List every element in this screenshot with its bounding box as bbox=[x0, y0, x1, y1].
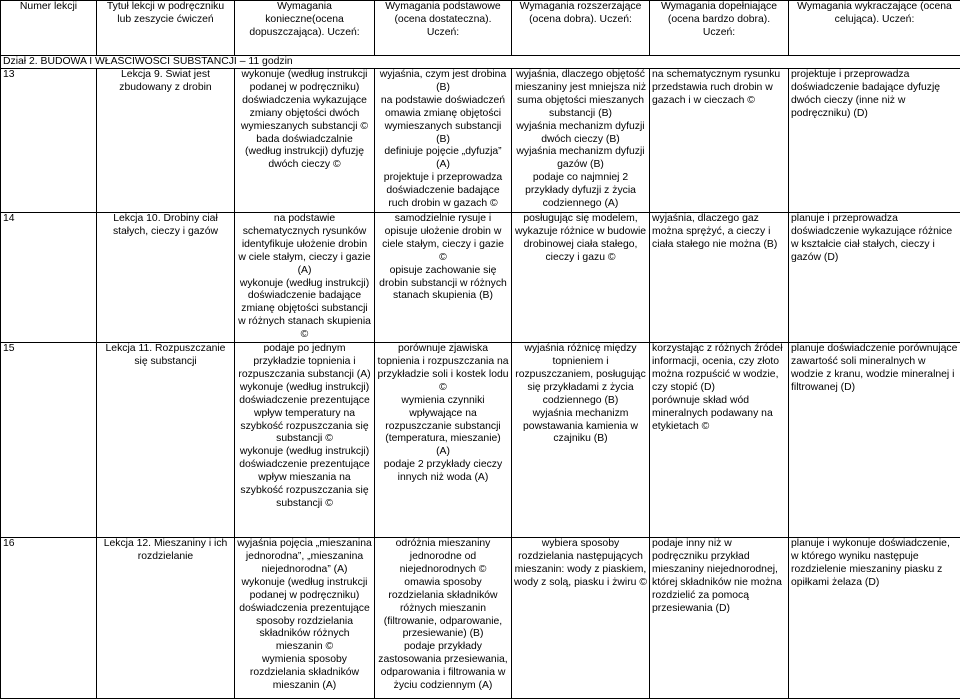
requirement-item: wyjaśnia, dlaczego gaz można sprężyć, a cieczy i ciała stałego nie można (B) bbox=[652, 213, 786, 252]
header-complementary: Wymagania dopełniające (ocena bardzo dobra). Uczeń: bbox=[650, 1, 789, 56]
extended-cell bbox=[512, 538, 650, 699]
table-row bbox=[1, 213, 960, 343]
requirement-item: projektuje i przeprowadza doświadczenie badające ruch drobin w gazach © bbox=[377, 172, 509, 211]
requirement-item: na podstawie doświadczeń omawia zmianę objętości wymieszanych substancji (B) bbox=[377, 95, 509, 147]
complementary-cell bbox=[650, 538, 789, 699]
requirement-item: wymienia czynniki wpływające na rozpuszczanie substancji (temperatura, mieszanie) (A) bbox=[377, 395, 509, 460]
required-cell bbox=[235, 69, 375, 213]
required-cell bbox=[235, 343, 375, 538]
header-row bbox=[1, 1, 960, 56]
header-basic: Wymagania podstawowe (ocena dostateczna). Uczeń: bbox=[375, 1, 512, 56]
header-lesson-number: Numer lekcji bbox=[1, 1, 97, 56]
required-cell bbox=[235, 538, 375, 699]
table-row bbox=[1, 343, 960, 538]
complementary-cell bbox=[650, 69, 789, 213]
table-row bbox=[1, 69, 960, 213]
requirement-item: bada doświadczalnie (według instrukcji) dyfuzję dwóch cieczy © bbox=[237, 134, 372, 173]
requirement-item: planuje i przeprowadza doświadczenie wykazujące różnice w kształcie ciał stałych, cieczy i gazów (D) bbox=[791, 213, 958, 265]
requirement-item: wyjaśnia mechanizm powstawania kamienia w czajniku (B) bbox=[514, 408, 647, 447]
requirement-item: wykonuje (według instrukcji podanej w podręczniku) doświadczenia wykazujące zmiany objętości dwóch wymieszanych substancji © bbox=[237, 69, 372, 134]
requirement-item: planuje i wykonuje doświadczenie, w którego wyniku następuje rozdzielenie mieszaniny piasku z opiłkami żelaza (D) bbox=[791, 538, 958, 590]
requirement-item: planuje doświadczenie porównujące zawartość soli mineralnych w wodzie z kranu, wodzie mineralnej i filtrowanej (D) bbox=[791, 343, 958, 395]
requirement-item: odróżnia mieszaniny jednorodne od niejednorodnych © bbox=[377, 538, 509, 577]
requirement-item: podaje 2 przykłady cieczy innych niż woda (A) bbox=[377, 459, 509, 485]
requirement-item: podaje po jednym przykładzie topnienia i rozpuszczania substancji (A) bbox=[237, 343, 372, 382]
header-extended: Wymagania rozszerzające (ocena dobra). Uczeń: bbox=[512, 1, 650, 56]
requirement-item: wyjaśnia mechanizm dyfuzji dwóch cieczy (B) bbox=[514, 121, 647, 147]
requirement-item: definiuje pojęcie „dyfuzja” (A) bbox=[377, 146, 509, 172]
lesson-number: 14 bbox=[1, 213, 97, 343]
requirement-item: porównuje zjawiska topnienia i rozpuszczania na przykładzie soli i kostek lodu © bbox=[377, 343, 509, 395]
exceeding-cell bbox=[789, 69, 960, 213]
lesson-title: Lekcja 9. Świat jest zbudowany z drobin bbox=[97, 69, 235, 213]
requirement-item: wyjaśnia mechanizm dyfuzji gazów (B) bbox=[514, 146, 647, 172]
complementary-cell bbox=[650, 343, 789, 538]
requirement-item: podaje przykłady zastosowania przesiewania, odparowania i filtrowania w życiu codziennym (A) bbox=[377, 641, 509, 693]
requirement-item: wykonuje (według instrukcji podanej w podręczniku) doświadczenia prezentujące sposoby rozdzielania składników różnych mieszanin © bbox=[237, 577, 372, 654]
lesson-title: Lekcja 10. Drobiny ciał stałych, cieczy i gazów bbox=[97, 213, 235, 343]
lesson-title: Lekcja 12. Mieszaniny i ich rozdzielanie bbox=[97, 538, 235, 699]
requirement-item: wymienia sposoby rozdzielania składników mieszanin (A) bbox=[237, 654, 372, 693]
requirement-item: wyjaśnia pojęcia „mieszanina jednorodna”, „mieszanina niejednorodna” (A) bbox=[237, 538, 372, 577]
section-row bbox=[1, 56, 960, 69]
exceeding-cell bbox=[789, 213, 960, 343]
extended-cell bbox=[512, 343, 650, 538]
requirement-item: na podstawie schematycznych rysunków identyfikuje ułożenie drobin w ciele stałym, cieczy i gazie (A) bbox=[237, 213, 372, 278]
requirement-item: posługując się modelem, wykazuje różnice w budowie drobinowej ciała stałego, cieczy i gazu © bbox=[514, 213, 647, 265]
lesson-number: 15 bbox=[1, 343, 97, 538]
extended-cell bbox=[512, 213, 650, 343]
basic-cell bbox=[375, 538, 512, 699]
requirement-item: projektuje i przeprowadza doświadczenie badające dyfuzję dwóch cieczy (inne niż w podręczniku) (D) bbox=[791, 69, 958, 121]
header-lesson-title: Tytuł lekcji w podręczniku lub zeszycie ćwiczeń bbox=[97, 1, 235, 56]
requirement-item: wykonuje (według instrukcji) doświadczenie prezentujące wpływ mieszania na szybkość rozpuszczania się substancji © bbox=[237, 446, 372, 511]
requirement-item: na schematycznym rysunku przedstawia ruch drobin w gazach i w cieczach © bbox=[652, 69, 786, 108]
requirement-item: podaje inny niż w podręczniku przykład mieszaniny niejednorodnej, której składników nie można rozdzielić za pomocą przesiewania (D) bbox=[652, 538, 786, 615]
exceeding-cell bbox=[789, 343, 960, 538]
requirement-item: wykonuje (według instrukcji) doświadczenie badające zmianę objętości substancji w różnych stanach skupienia © bbox=[237, 278, 372, 343]
section-title: Dział 2. BUDOWA I WŁAŚCIWOŚCI SUBSTANCJI – 11 godzin bbox=[1, 56, 960, 69]
basic-cell bbox=[375, 69, 512, 213]
extended-cell bbox=[512, 69, 650, 213]
header-required: Wymagania konieczne(ocena dopuszczająca). Uczeń: bbox=[235, 1, 375, 56]
lesson-number: 13 bbox=[1, 69, 97, 213]
table-row bbox=[1, 538, 960, 699]
requirement-item: korzystając z różnych źródeł informacji, ocenia, czy złoto można rozpuścić w wodzie, czy stopić (D) bbox=[652, 343, 786, 395]
basic-cell bbox=[375, 343, 512, 538]
lesson-title: Lekcja 11. Rozpuszczanie się substancji bbox=[97, 343, 235, 538]
requirement-item: wyjaśnia różnicę między topnieniem i rozpuszczaniem, posługując się przykładami z życia codziennego (B) bbox=[514, 343, 647, 408]
requirement-item: wyjaśnia, czym jest drobina (B) bbox=[377, 69, 509, 95]
requirement-item: wyjaśnia, dlaczego objętość mieszaniny jest mniejsza niż suma objętości mieszanych substancji (B) bbox=[514, 69, 647, 121]
basic-cell bbox=[375, 213, 512, 343]
requirement-item: omawia sposoby rozdzielania składników różnych mieszanin (filtrowanie, odparowanie, przesiewanie) (B) bbox=[377, 577, 509, 642]
requirement-item: samodzielnie rysuje i opisuje ułożenie drobin w ciele stałym, cieczy i gazie © bbox=[377, 213, 509, 265]
exceeding-cell bbox=[789, 538, 960, 699]
requirement-item: opisuje zachowanie się drobin substancji w różnych stanach skupienia (B) bbox=[377, 265, 509, 304]
requirement-item: wybiera sposoby rozdzielania następujących mieszanin: wody z piaskiem, wody z solą, piasku i żwiru © bbox=[514, 538, 647, 590]
requirement-item: podaje co najmniej 2 przykłady dyfuzji z życia codziennego (A) bbox=[514, 172, 647, 211]
required-cell bbox=[235, 213, 375, 343]
requirement-item: wykonuje (według instrukcji) doświadczenie prezentujące wpływ temperatury na szybkość rozpuszczania się substancji © bbox=[237, 382, 372, 447]
requirement-item: porównuje skład wód mineralnych podawany na etykietach © bbox=[652, 395, 786, 434]
header-exceeding: Wymagania wykraczające (ocena celująca). Uczeń: bbox=[789, 1, 960, 56]
lesson-number: 16 bbox=[1, 538, 97, 699]
complementary-cell bbox=[650, 213, 789, 343]
